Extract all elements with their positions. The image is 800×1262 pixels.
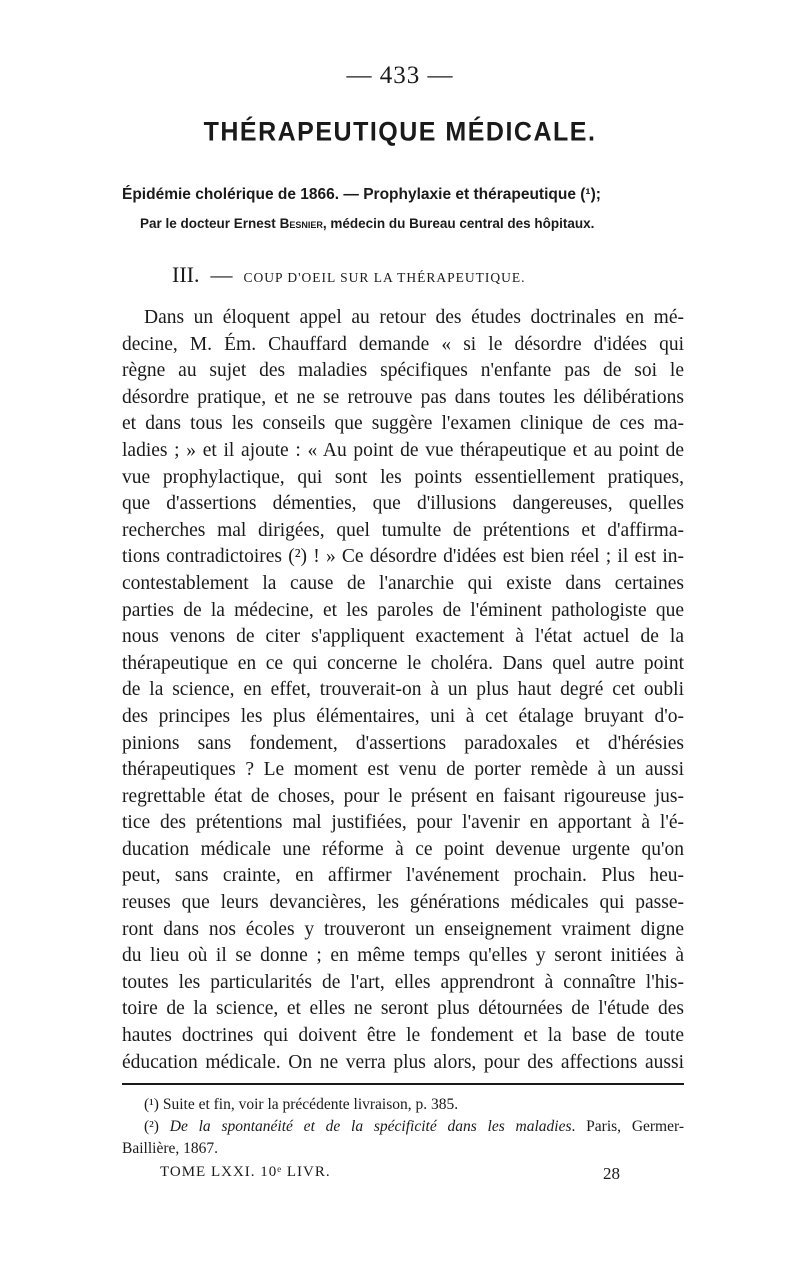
article-title-text: Épidémie cholérique de 1866. — Prophylaxie et thérapeutique — [122, 186, 576, 203]
body-line: decine, M. Ém. Chauffard demande « si le désordre d'idées qui — [122, 333, 684, 355]
body-line: peut, sans crainte, en affirmer l'avénement prochain. Plus heu- — [122, 865, 684, 887]
body-line: thérapeutique en ce qui concerne le choléra. Dans quel autre point — [122, 652, 684, 674]
body-line: ladies ; » et il ajoute : « Au point de vue thérapeutique et au point de — [122, 439, 684, 461]
body-line: des principes les plus élémentaires, uni à cet étalage bruyant d'o- — [122, 705, 684, 727]
section-title: THÉRAPEUTIQUE MÉDICALE. — [203, 116, 597, 148]
body-line: pinions sans fondement, d'assertions paradoxales et d'hérésies — [122, 732, 684, 754]
footnote-2 — [122, 1116, 684, 1138]
subsection-heading — [172, 262, 692, 288]
subsection-title: COUP D'OEIL SUR LA THÉRAPEUTIQUE. — [243, 270, 526, 285]
body-line: toutes les particularités de l'art, elles apprendront à connaître l'his- — [122, 971, 684, 993]
body-line: nous venons de citer s'appliquent exactement à l'état actuel de la — [122, 626, 684, 648]
subsection-dash: — — [210, 262, 233, 287]
body-line: éducation médicale. On ne verra plus alors, pour des affections aussi — [122, 1051, 684, 1073]
footer-tome: TOME LXXI. 10ᵉ LIVR. — [160, 1164, 331, 1180]
body-line: que d'assertions démenties, que d'illusions dangereuses, quelles — [122, 493, 684, 515]
body-line: et dans tous les conseils que suggère l'examen clinique de ces ma- — [122, 413, 684, 435]
body-line: ducation médicale une réforme à ce point devenue urgente qu'on — [122, 838, 684, 860]
body-line: parties de la médecine, et les paroles de l'éminent pathologiste que — [122, 599, 684, 621]
article-title-tail: ; — [595, 186, 601, 203]
article-title — [122, 186, 682, 204]
body-line: de la science, en effet, trouverait-on à un plus haut degré cet oubli — [122, 679, 684, 701]
body-line: du lieu où il se donne ; en même temps qu'elles y seront initiées à — [122, 945, 684, 967]
footnote-2-continuation: Baillière, 1867. — [122, 1140, 218, 1157]
footnotes — [122, 1094, 684, 1160]
body-line: vue prophylactique, qui sont les points essentiellement pratiques, — [122, 466, 684, 488]
subsection-numeral: III. — [172, 262, 200, 287]
body-text — [122, 305, 684, 1076]
body-line: recherches mal dirigées, quel tumulte de prétentions et d'affirma- — [122, 519, 684, 541]
footnote-2-marker: (²) — [144, 1118, 159, 1135]
footnote-rule — [122, 1083, 684, 1085]
body-line: désordre pratique, et ne se retrouve pas dans toutes les délibérations — [122, 386, 684, 408]
body-line: contestablement la cause de l'anarchie qui existe dans certaines — [122, 572, 684, 594]
body-line: ront dans nos écoles y trouveront un enseignement vraiment digne — [122, 918, 684, 940]
page-number: — 433 — — [346, 62, 454, 89]
article-title-note-ref: (¹) — [580, 186, 596, 203]
body-line: règne au sujet des maladies spécifiques n'enfante pas de soi le — [122, 360, 684, 382]
body-line: reuses que leurs devancières, les générations médicales qui passe- — [122, 892, 684, 914]
body-line: toire de la science, et elles ne seront plus détournées de l'étude des — [122, 998, 684, 1020]
body-line: tions contradictoires (²) ! » Ce désordre d'idées est bien réel ; il est in- — [122, 546, 684, 568]
footnote-2-rest: . Paris, Germer- — [571, 1118, 684, 1135]
body-line: tice des prétentions mal justifiées, pour l'avenir en apportant à l'é- — [122, 812, 684, 834]
byline-prefix: Par le docteur Ernest — [140, 216, 276, 231]
byline-author: Besnier — [279, 216, 323, 231]
body-line: regrettable état de choses, pour le présent en faisant rigoureuse jus- — [122, 785, 684, 807]
footnote-1: (¹) Suite et fin, voir la précédente livraison, p. 385. — [144, 1096, 459, 1113]
byline-suffix: , médecin du Bureau central des hôpitaux. — [322, 216, 595, 231]
footer-sheet-number: 28 — [603, 1164, 620, 1183]
body-line: hautes doctrines qui doivent être le fondement et la base de toute — [122, 1025, 684, 1047]
body-line: Dans un éloquent appel au retour des études doctrinales en mé- — [144, 307, 684, 328]
byline — [140, 216, 680, 231]
body-line: thérapeutiques ? Le moment est venu de porter remède à un aussi — [122, 759, 684, 781]
footnote-2-title: De la spontanéité et de la spécificité dans les maladies — [169, 1118, 572, 1135]
